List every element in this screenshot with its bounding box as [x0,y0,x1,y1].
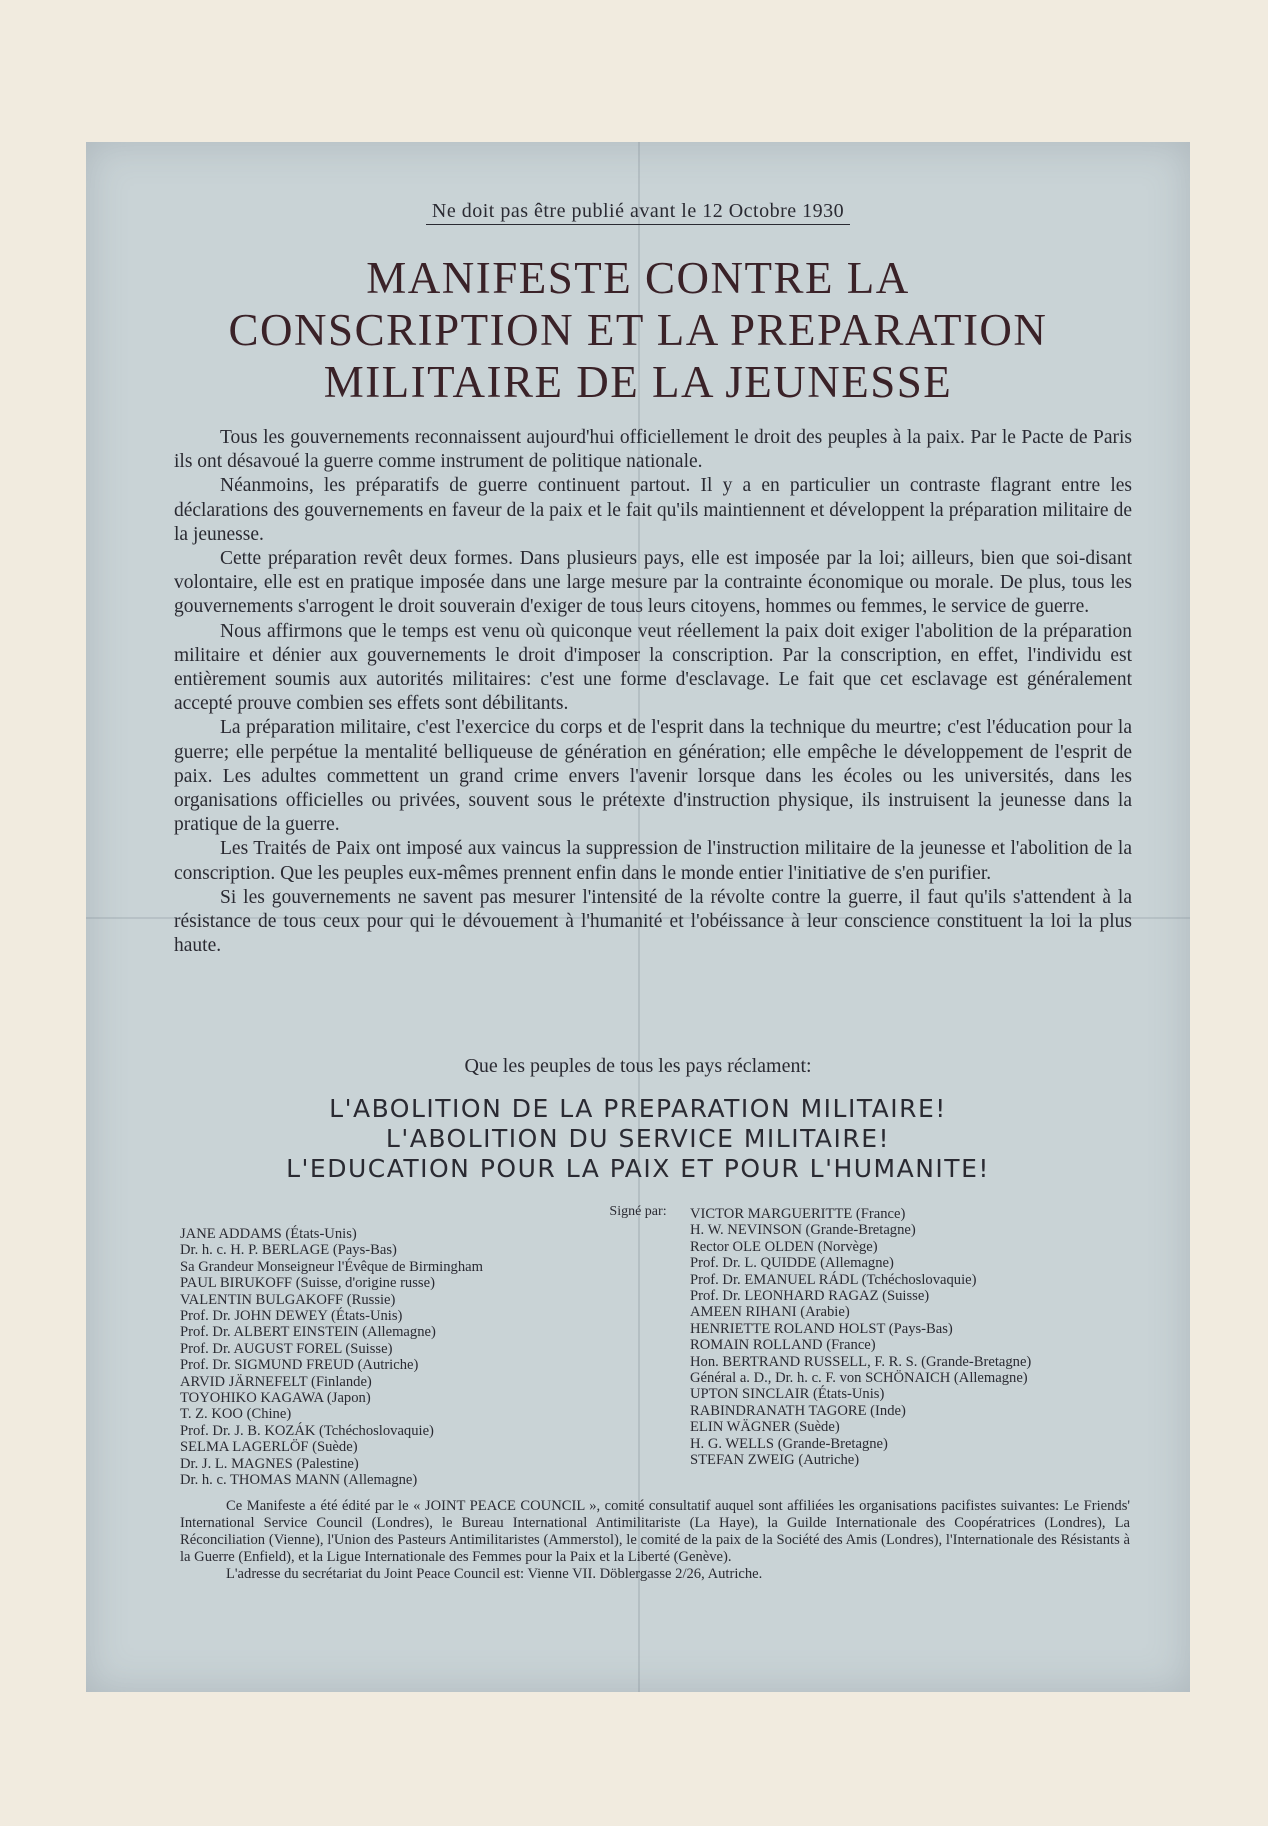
signatory: ROMAIN ROLLAND (France) [690,1337,876,1354]
signatory: Prof. Dr. ALBERT EINSTEIN (Allemagne) [180,1324,436,1341]
signatory: T. Z. KOO (Chine) [180,1406,292,1423]
demand-line: L'ABOLITION DU SERVICE MILITAIRE! [385,1124,891,1153]
signatory: Dr. h. c. THOMAS MANN (Allemagne) [180,1472,418,1489]
signatory: PAUL BIRUKOFF (Suisse, d'origine russe) [180,1275,435,1292]
title-line: MILITAIRE DE LA JEUNESSE [323,357,953,407]
signatory: JANE ADDAMS (États-Unis) [180,1226,357,1242]
signatory: RABINDRANATH TAGORE (Inde) [690,1402,906,1419]
signatory: Hon. BERTRAND RUSSELL, F. R. S. (Grande-Bretagne) [690,1353,1032,1370]
signatory: AMEEN RIHANI (Arabie) [690,1304,850,1321]
footer-paragraph: Ce Manifeste a été édité par le « JOINT PEACE COUNCIL », comité consultatif auquel sont affiliées les organisations pacifistes suivantes: Le Friends' International Service Council (Londres), le Bureau International Antimilitariste (La Haye), la Guilde Internationale des Coopératrices (Londres), La Réconciliation (Vienne), l'Union des Pasteurs Antimilitaristes (Ammerstol), le comité de la paix de la Société des Amis (Londres), l'Internationale des Résistants à la Guerre (Enfield), et la Ligue Internationale des Femmes pour la Paix et la Liberté (Genève). [180,1498,1130,1565]
signatory: ELIN WÄGNER (Suède) [690,1419,840,1436]
signed-by-label: Signé par: [609,1204,667,1219]
body-paragraph: Nous affirmons que le temps est venu où quiconque veut réellement la paix doit exiger l'abolition de la préparation militaire et dénier aux gouvernements le droit d'imposer la conscription. Par la conscription, en effet, l'individu est entièrement soumis aux autorités militaires: c'est une forme d'esclavage. Le fait que cet esclavage est généralement accepté prouve combien ses effets sont débilitants. [174,620,1132,715]
signatory: HENRIETTE ROLAND HOLST (Pays-Bas) [690,1320,953,1337]
title-line: MANIFESTE CONTRE LA [366,253,910,303]
signatory: SELMA LAGERLÖF (Suède) [180,1439,358,1456]
embargo-notice: Ne doit pas être publié avant le 12 Octobre 1930 [86,200,1190,223]
body-paragraph: Néanmoins, les préparatifs de guerre continuent partout. Il y a en particulier un contraste flagrant entre les déclarations des gouvernements en faveur de la paix et le fait qu'ils maintiennent et développent la préparation militaire de la jeunesse. [174,475,1132,545]
signatory: Prof. Dr. JOHN DEWEY (États-Unis) [180,1308,403,1325]
demand-line: L'ABOLITION DE LA PREPARATION MILITAIRE! [329,1094,947,1123]
footer-paragraph: L'adresse du secrétariat du Joint Peace Council est: Vienne VII. Döblergasse 2/26, Autriche. [226,1566,763,1582]
signatory: Prof. Dr. AUGUST FOREL (Suisse) [180,1340,393,1357]
signatory: Rector OLE OLDEN (Norvège) [690,1238,878,1255]
signatory: Prof. Dr. EMANUEL RÁDL (Tchéchoslovaquie) [690,1271,977,1288]
demands-block [86,1094,1190,1184]
signatory: STEFAN ZWEIG (Autriche) [690,1452,860,1469]
signatory: H. G. WELLS (Grande-Bretagne) [690,1435,888,1452]
signatory: Dr. h. c. H. P. BERLAGE (Pays-Bas) [180,1242,397,1259]
signatory: H. W. NEVINSON (Grande-Bretagne) [690,1222,916,1239]
call-to-action: Que les peuples de tous les pays réclament: [464,1055,812,1077]
signatory: Prof. Dr. J. B. KOZÁK (Tchéchoslovaquie) [180,1422,434,1439]
signatory: Général a. D., Dr. h. c. F. von SCHÖNAICH (Allemagne) [690,1370,1028,1387]
body-paragraph: Si les gouvernements ne savent pas mesurer l'intensité de la révolte contre la guerre, il faut qu'ils s'attendent à la résistance de tous ceux pour qui le dévouement à l'humanité et l'obéissance à leur conscience constituent la loi la plus haute. [174,886,1132,957]
signatory: VICTOR MARGUERITTE (France) [690,1206,906,1222]
demand-line: L'EDUCATION POUR LA PAIX ET POUR L'HUMANITE! [286,1154,990,1183]
signatories-right [690,1206,1031,1469]
signatory: Prof. Dr. L. QUIDDE (Allemagne) [690,1255,894,1272]
page-title [86,252,1190,408]
signatory: UPTON SINCLAIR (États-Unis) [690,1386,885,1403]
body-paragraph: Tous les gouvernements reconnaissent aujourd'hui officiellement le droit des peuples à la paix. Par le Pacte de Paris ils ont désavoué la guerre comme instrument de politique nationale. [174,427,1132,473]
footer-note [180,1498,1130,1583]
manifesto-sheet [86,142,1190,1692]
signatories-left [180,1226,483,1489]
body-paragraph: Cette préparation revêt deux formes. Dans plusieurs pays, elle est imposée par la loi; ailleurs, bien que soi-disant volontaire, elle est en pratique imposée dans une large mesure par la contrainte économique ou morale. De plus, tous les gouvernements s'arrogent le droit souverain d'exiger de tous leurs citoyens, hommes ou femmes, le service de guerre. [174,548,1132,618]
signatory: VALENTIN BULGAKOFF (Russie) [180,1291,396,1308]
signatory: Prof. Dr. LEONHARD RAGAZ (Suisse) [690,1288,930,1305]
manifesto-body [174,426,1132,958]
body-paragraph: La préparation militaire, c'est l'exercice du corps et de l'esprit dans la technique du meurtre; c'est l'éducation pour la guerre; elle perpétue la mentalité belliqueuse de génération en génération; elle empêche le développement de l'esprit de paix. Les adultes commettent un grand crime envers l'avenir lorsque dans les écoles ou les universités, dans les organisations officielles ou privées, souvent sous le prétexte d'instruction physique, ils instruisent la jeunesse dans la pratique de la guerre. [174,717,1132,836]
body-paragraph: Les Traités de Paix ont imposé aux vaincus la suppression de l'instruction militaire de la jeunesse et l'abolition de la conscription. Que les peuples eux-mêmes prennent enfin dans le monde entier l'initiative de s'en purifier. [174,838,1132,884]
signatory: Dr. J. L. MAGNES (Palestine) [180,1455,359,1472]
signatory: Prof. Dr. SIGMUND FREUD (Autriche) [180,1357,419,1374]
title-line: CONSCRIPTION ET LA PREPARATION [228,305,1048,355]
signatory: ARVID JÄRNEFELT (Finlande) [180,1373,372,1390]
signatory: Sa Grandeur Monseigneur l'Évêque de Birmingham [180,1258,483,1275]
signatory: TOYOHIKO KAGAWA (Japon) [180,1390,371,1407]
